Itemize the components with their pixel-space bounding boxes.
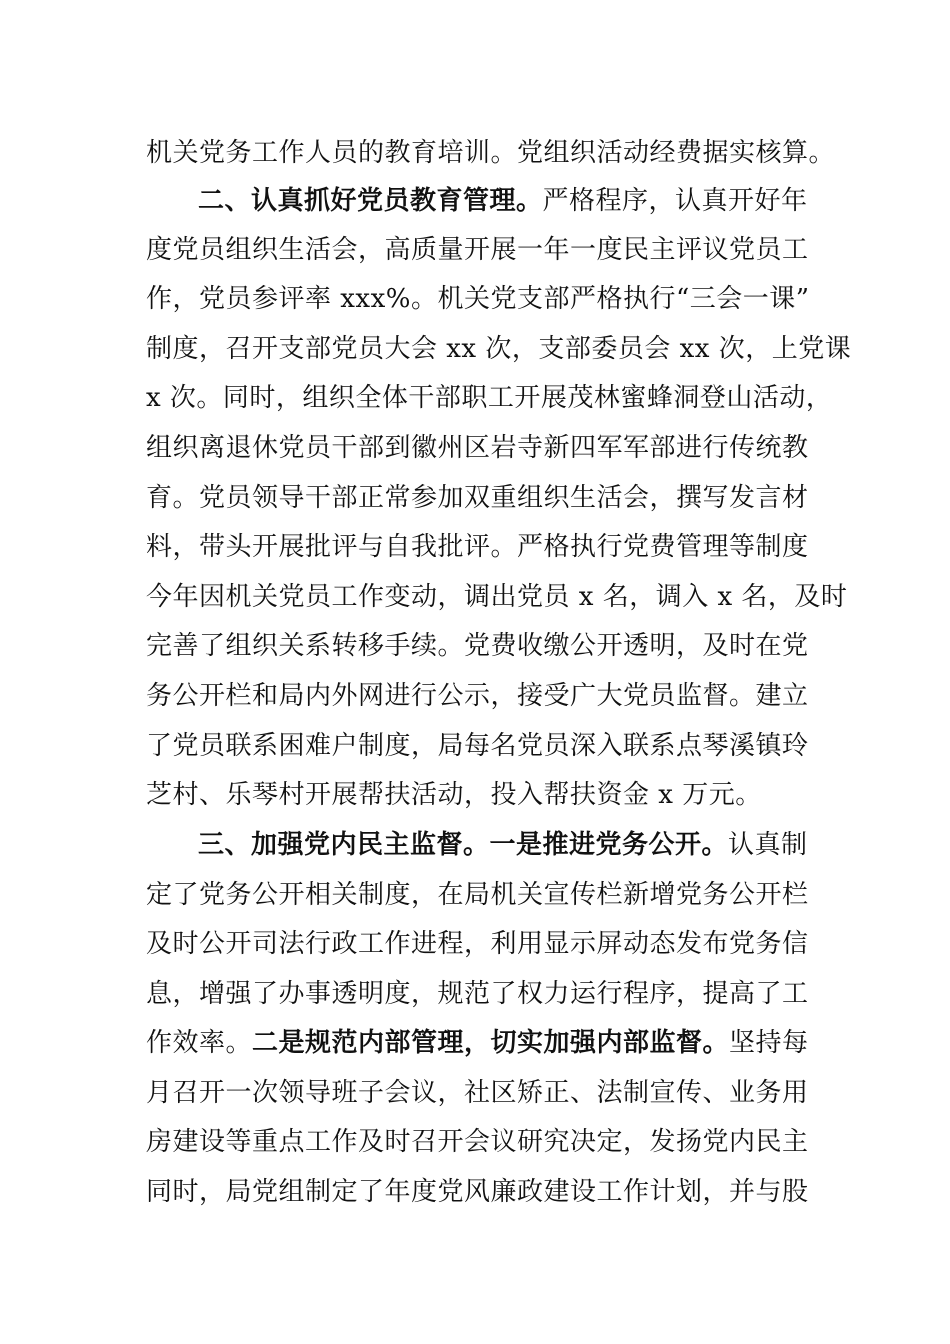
text-segment: 机关党务工作人员的教育培训。党组织活动经费据实核算。	[146, 138, 836, 168]
text-line	[146, 527, 809, 567]
text-segment: 组织离退休党员干部到徽州区岩寺新四军军部进行传统教	[146, 433, 809, 463]
text-segment: 严格程序，认真开好年	[542, 186, 808, 216]
text-segment: 定了党务公开相关制度，在局机关宣传栏新增党务公开栏	[146, 880, 809, 910]
text-line	[146, 279, 810, 319]
text-segment: 同时，局党组制定了年度党风廉政建设工作计划，并与股	[146, 1177, 809, 1207]
text-line	[146, 924, 809, 964]
text-line	[146, 230, 809, 270]
section-heading-line	[198, 825, 806, 865]
text-segment: 月召开一次领导班子会议，社区矫正、法制宣传、业务用	[146, 1078, 809, 1108]
text-line	[146, 1023, 809, 1063]
text-segment: 了党员联系困难户制度，局每名党员深入联系点琴溪镇玲	[146, 731, 809, 761]
text-segment: 坚持每	[729, 1028, 809, 1058]
text-line	[146, 1122, 809, 1162]
text-line	[146, 1073, 809, 1113]
text-segment: 务公开栏和局内外网进行公示，接受广大党员监督。建立	[146, 681, 809, 711]
text-segment: x 次。同时，组织全体干部职工开展茂林蜜蜂洞登山活动，	[146, 383, 833, 413]
text-line	[146, 676, 809, 716]
text-segment: 芝村、乐琴村开展帮扶活动，投入帮扶资金 x 万元。	[146, 780, 762, 810]
text-segment: 完善了组织关系转移手续。党费收缴公开透明，及时在党	[146, 631, 809, 661]
text-line	[146, 974, 809, 1014]
text-line	[146, 626, 809, 666]
text-line	[146, 133, 836, 173]
section-heading: 二、认真抓好党员教育管理。	[198, 186, 543, 216]
text-segment: 制度，召开支部党员大会 xx 次，支部委员会 xx 次，上党课	[146, 334, 852, 364]
text-line	[146, 577, 848, 617]
text-line	[146, 329, 852, 369]
text-segment: 息，增强了办事透明度，规范了权力运行程序，提高了工	[146, 979, 809, 1009]
text-segment: 作效率。	[146, 1028, 253, 1058]
text-line	[146, 478, 809, 518]
section-heading: 三、加强党内民主监督。一是推进党务公开。	[198, 830, 729, 860]
text-segment: 作，党员参评率 xxx%。机关党支部严格执行“三会一课”	[146, 284, 810, 314]
text-line	[146, 1172, 809, 1212]
text-segment: 今年因机关党员工作变动，调出党员 x 名，调入 x 名，及时	[146, 582, 848, 612]
text-segment: 育。党员领导干部正常参加双重组织生活会，撰写发言材	[146, 483, 809, 513]
text-line	[146, 875, 809, 915]
text-line	[146, 428, 809, 468]
text-segment: 房建设等重点工作及时召开会议研究决定，发扬党内民主	[146, 1127, 809, 1157]
text-segment: 及时公开司法行政工作进程，利用显示屏动态发布党务信	[146, 929, 809, 959]
text-line	[146, 378, 833, 418]
bold-subheading: 二是规范内部管理，切实加强内部监督。	[252, 1028, 730, 1058]
text-line	[146, 726, 809, 766]
text-line	[146, 775, 806, 815]
text-segment: 度党员组织生活会，高质量开展一年一度民主评议党员工	[146, 235, 809, 265]
text-segment: 料，带头开展批评与自我批评。严格执行党费管理等制度	[146, 532, 809, 562]
text-segment: 认真制	[728, 830, 808, 860]
section-heading-line	[198, 181, 806, 221]
